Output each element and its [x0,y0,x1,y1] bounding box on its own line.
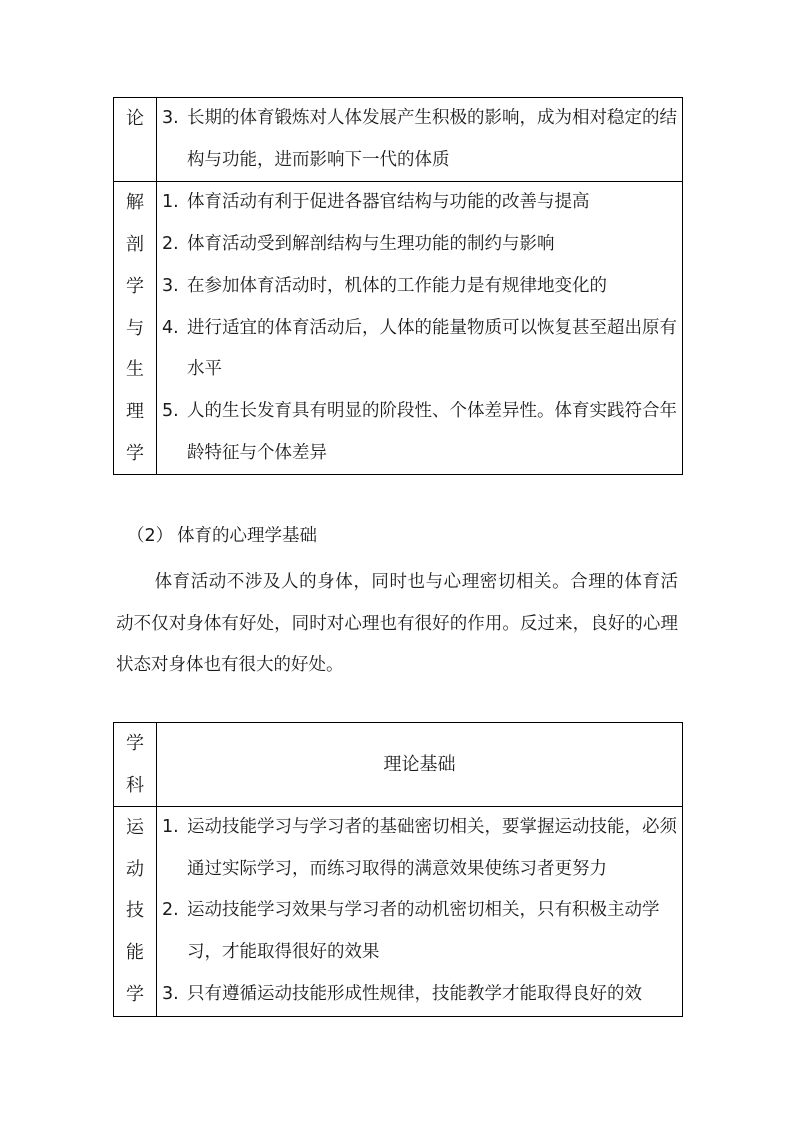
subject-char: 生 [126,359,144,381]
item-text: 长期的体育锻炼对人体发展产生积极的影响，成为相对稳定的结构与功能，进而影响下一代的体质 [187,108,677,170]
subject-char: 动 [126,858,144,880]
list-item [162,266,682,308]
anatomy-physiology-table [113,97,683,475]
item-text: 体育活动有利于促进各器官结构与功能的改善与提高 [187,192,590,213]
list-item [162,391,682,474]
subject-char: 解 [126,192,144,214]
item-number: 3. [162,108,179,128]
subject-cell [114,807,157,1017]
list-item [162,98,682,181]
table-row [114,182,683,475]
basis-cell [157,182,683,475]
item-text: 进行适宜的体育活动后，人体的能量物质可以恢复甚至超出原有水平 [187,317,677,380]
subject-char: 技 [126,900,144,922]
subject-cell [114,98,157,182]
subject-char: 剖 [126,234,144,256]
paragraph-text: 体育活动不涉及人的身体，同时也与心理密切相关。合理的体育活动不仅对身体有好处，同时对心理也有很好的作用。反过来，良好的心理状态对身体也有很大的好处。 [116,572,678,675]
subject-char: 能 [126,942,144,964]
subject-char: 与 [126,317,144,339]
list-item [162,807,682,890]
body-paragraph [116,562,678,687]
section-title-text: 体育的心理学基础 [177,526,317,546]
subject-char: 理 [126,400,144,422]
item-number: 2. [162,234,179,255]
list-item [162,182,682,224]
section-heading [127,520,317,552]
subject-label: 论 [126,108,144,129]
item-number: 3. [162,275,179,296]
header-subject-cell [114,723,157,807]
item-number: 5. [162,400,179,421]
list-item [162,890,682,973]
table-row [114,807,683,1017]
table-row [114,98,683,182]
item-text: 在参加体育活动时，机体的工作能力是有规律地变化的 [187,275,607,296]
subject-char: 学 [126,983,144,1005]
header-char: 科 [126,774,144,796]
table-header-row [114,723,683,807]
header-char: 学 [126,733,144,754]
subject-cell [114,182,157,475]
item-number: 1. [162,817,179,837]
item-number: 3. [162,983,179,1004]
item-text: 运动技能学习效果与学习者的动机密切相关，只有积极主动学习，才能取得很好的效果 [187,900,660,963]
item-text: 人的生长发育具有明显的阶段性、个体差异性。体育实践符合年龄特征与个体差异 [187,400,677,463]
item-text: 体育活动受到解剖结构与生理功能的制约与影响 [187,234,555,255]
list-item [162,974,682,1016]
subject-char: 学 [126,275,144,297]
subject-char: 学 [126,442,144,464]
list-item [162,224,682,266]
item-number: 2. [162,900,179,921]
item-text: 只有遵循运动技能形成性规律，技能教学才能取得良好的效 [187,983,642,1004]
basis-cell [157,807,683,1017]
list-item [162,308,682,391]
psychology-table [113,722,683,1017]
header-basis-cell [157,723,683,807]
item-text: 运动技能学习与学习者的基础密切相关，要掌握运动技能，必须通过实际学习，而练习取得的满意效果使练习者更努力 [187,817,677,879]
section-number: （2） [127,526,174,546]
item-number: 1. [162,192,179,213]
basis-cell [157,98,683,182]
subject-char: 运 [126,817,144,838]
column-header: 理论基础 [383,754,456,775]
item-number: 4. [162,317,179,338]
